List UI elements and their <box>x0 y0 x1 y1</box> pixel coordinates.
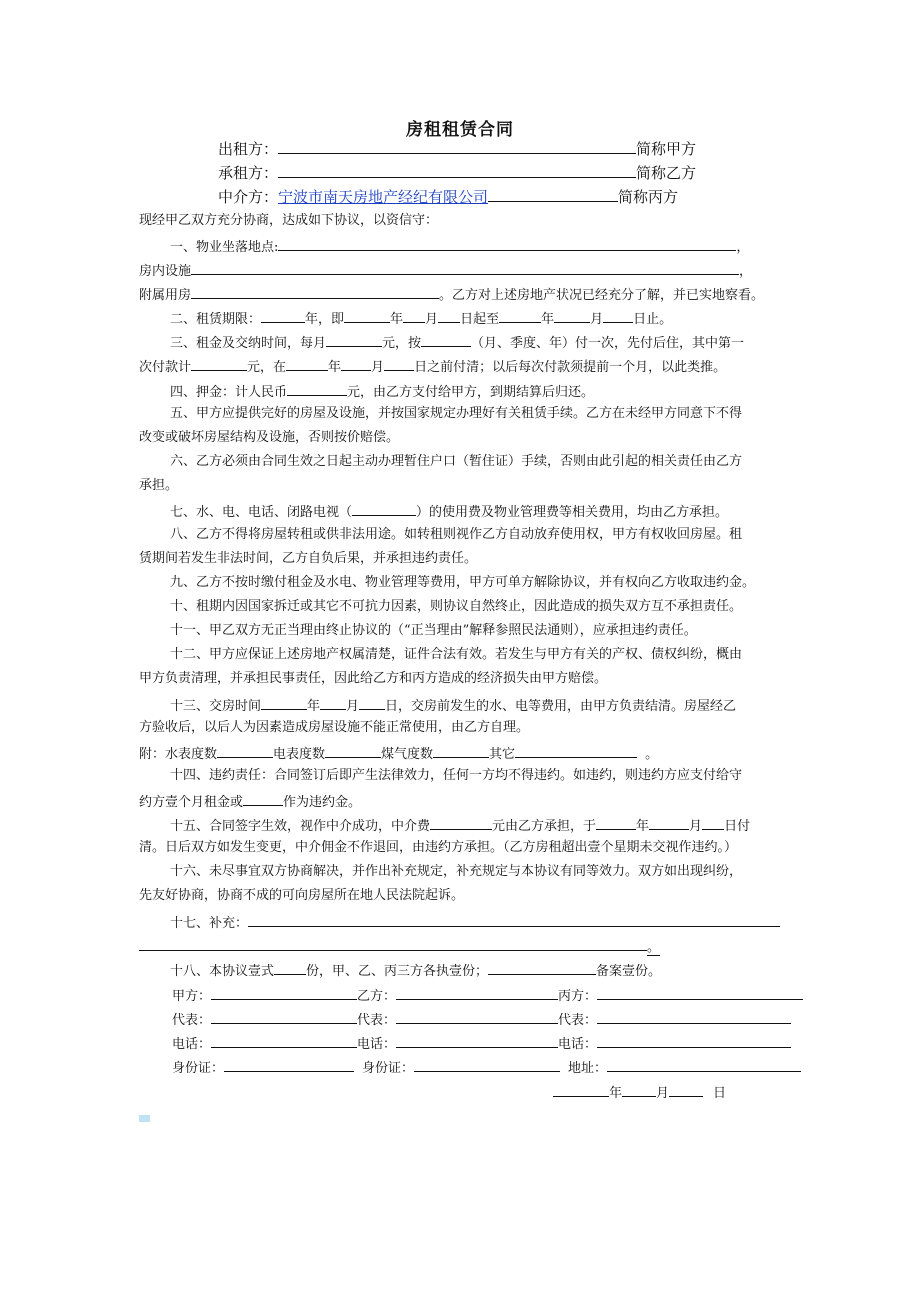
c4-b: 元，由乙方支付给甲方，到期结算后归还。 <box>347 385 595 400</box>
c3-blank-rent <box>326 332 382 347</box>
clause-5-line-2: 改变或破坏房屋结构及设施，否则按价赔偿。 <box>139 430 400 445</box>
signing-date <box>553 1082 726 1103</box>
date-month-blank <box>622 1082 656 1097</box>
c2-blank-d <box>438 308 460 323</box>
water-meter-label: 附：水表度数 <box>139 747 218 762</box>
clause-14-line-1: 十四、违约责任：合同签订后即产生法律效力，任何一方均不得违约。如违约，则违约方应支付给守 <box>170 768 743 783</box>
agent-line <box>218 187 678 207</box>
c4-blank-deposit <box>287 381 347 396</box>
clause-3-line-2 <box>139 356 726 377</box>
c18-c: 备案壹份。 <box>596 964 662 979</box>
clause-17-line-2 <box>139 936 660 957</box>
lessor-blank <box>278 139 636 154</box>
clause-2 <box>170 308 672 329</box>
c7-blank <box>352 501 416 516</box>
c2-blank-d2 <box>603 308 633 323</box>
meter-readings <box>139 743 658 764</box>
c2-blank-m <box>403 308 425 323</box>
lessee-line <box>218 163 696 183</box>
clause-5-line-1: 五、甲方应提供完好的房屋及设施，并按国家规定办理好有关租赁手续。乙方在未经甲方同意下不得 <box>170 406 743 421</box>
c3-f: 年 <box>328 360 342 375</box>
lessee-blank <box>278 163 636 178</box>
signature-row-id <box>172 1057 801 1078</box>
c2-y2: 年 <box>541 312 555 327</box>
clause-9: 九、乙方不按时缴付租金及水电、物业管理等费用，甲方可单方解除协议，并有权向乙方收取违约金。 <box>170 575 756 590</box>
rep-b-blank <box>396 1009 558 1024</box>
location-blank <box>278 236 736 251</box>
c2-blank-y <box>344 308 390 323</box>
c3-d: 次付款计 <box>139 360 192 375</box>
c2-start: 日起至 <box>460 312 500 327</box>
c18-blank-copies <box>274 960 306 975</box>
supplement-blank-2 <box>139 936 647 951</box>
c3-blank-d <box>384 356 414 371</box>
c2-blank-m2 <box>554 308 590 323</box>
clause-14-line-2 <box>139 791 361 812</box>
party-a-label: 甲方： <box>172 989 212 1004</box>
electric-meter-label: 电表度数 <box>273 747 326 762</box>
gas-meter-blank <box>433 743 489 758</box>
date-day-blank <box>669 1082 703 1097</box>
c2-label: 二、租赁期限： <box>170 312 262 327</box>
c17-label: 十七、补充： <box>170 916 249 931</box>
id-a-blank <box>224 1057 354 1072</box>
c13-tail: 日，交房前发生的水、电等费用，由甲方负责结清。房屋经乙 <box>385 699 737 714</box>
facilities-label: 房内设施 <box>139 264 192 279</box>
signature-row-parties <box>172 985 803 1006</box>
phone-b-label: 电话： <box>357 1037 397 1052</box>
c7-a: 七、水、电、电话、闭路电视（ <box>170 505 353 520</box>
facilities-blank <box>191 260 739 275</box>
c13-y: 年 <box>307 699 321 714</box>
id-b-label: 身份证： <box>362 1061 415 1076</box>
supplement-blank-1 <box>248 912 780 927</box>
c15-blank-d <box>702 815 724 830</box>
clause-3-line-1 <box>170 332 744 353</box>
lessee-suffix: 简称乙方 <box>636 164 697 182</box>
party-a-blank <box>211 985 357 1000</box>
clause-10: 十、租期内因国家拆迁或其它不可抗力因素，则协议自然终止，因此造成的损失双方互不承担责任。 <box>170 599 743 614</box>
c13-blank-y <box>261 695 307 710</box>
date-month-label: 月 <box>656 1086 670 1101</box>
annex-label: 附属用房 <box>139 288 192 303</box>
c3-c: （月、季度、年）付一次，先付后住，其中第一 <box>471 336 745 351</box>
phone-c-label: 电话： <box>558 1037 598 1052</box>
phone-c-blank <box>597 1033 791 1048</box>
clause-1-label: 一、物业坐落地点: <box>170 240 279 255</box>
gas-meter-label: 煤气度数 <box>381 747 434 762</box>
facilities-end: ， <box>739 264 753 279</box>
c3-b: 元，按 <box>382 336 422 351</box>
c3-blank-first <box>191 356 247 371</box>
id-b-blank <box>414 1057 560 1072</box>
c17-end: 。 <box>647 940 661 955</box>
clause-11: 十一、甲乙双方无正当理由终止协议的（“正当理由”解释参照民法通则），应承担违约责任。 <box>170 623 697 638</box>
lessee-label: 承租方： <box>218 164 279 182</box>
clause-13-line-1 <box>170 695 736 716</box>
c4-a: 四、押金：计人民币 <box>170 385 288 400</box>
clause-16-line-2: 先友好协商，协商不成的可向房屋所在地人民法院起诉。 <box>139 888 465 903</box>
c2-m: 月 <box>425 312 439 327</box>
party-c-blank <box>597 985 803 1000</box>
c2-y: 年 <box>390 312 404 327</box>
c18-blank-filing <box>488 960 596 975</box>
c15-m: 月 <box>689 819 703 834</box>
c3-e: 元，在 <box>247 360 287 375</box>
clause-12-line-2: 甲方负责清理，并承担民事责任，因此给乙方和丙方造成的经济损失由甲方赔偿。 <box>139 671 608 686</box>
clause-6-line-1: 六、乙方必须由合同生效之日起主动办理暂住户口（暂住证）手续，否则由此引起的相关责任由乙方 <box>170 454 743 469</box>
c2-end: 日止。 <box>633 312 673 327</box>
c15-a: 十五、合同签字生效，视作中介成功，中介费 <box>170 819 431 834</box>
party-c-label: 丙方： <box>558 989 598 1004</box>
annex-tail: 。乙方对上述房地产状况已经充分了解，并已实地察看。 <box>439 288 765 303</box>
c13-blank-m <box>320 695 346 710</box>
party-b-label: 乙方： <box>357 989 397 1004</box>
c2-m2: 月 <box>590 312 604 327</box>
clause-1-facilities <box>139 260 752 281</box>
rep-c-label: 代表： <box>558 1013 598 1028</box>
c14-blank <box>243 791 283 806</box>
c3-h: 日之前付清；以后每次付款须提前一个月，以此类推。 <box>414 360 727 375</box>
party-b-blank <box>396 985 558 1000</box>
clause-13-line-2: 方验收后，以后人为因素造成房屋设施不能正常使用，由乙方自理。 <box>139 720 530 735</box>
c3-blank-period <box>421 332 471 347</box>
page-marker <box>139 1115 150 1122</box>
signature-row-phone <box>172 1033 791 1054</box>
clause-8-line-1: 八、乙方不得将房屋转租或供非法用途。如转租则视作乙方自动放弃使用权，甲方有权收回房屋。租 <box>170 527 743 542</box>
clause-17-line-1 <box>170 912 780 933</box>
electric-meter-blank <box>325 743 381 758</box>
date-year-blank <box>553 1082 609 1097</box>
rep-a-label: 代表： <box>172 1013 212 1028</box>
signature-row-rep <box>172 1009 791 1030</box>
c15-b: 元由乙方承担，于 <box>492 819 597 834</box>
address-blank <box>607 1057 801 1072</box>
c2-blank-years <box>261 308 305 323</box>
clause-12-line-1: 十二、甲方应保证上述房地产权属清楚，证件合法有效。若发生与甲方有关的产权、债权纠纷，概由 <box>170 647 743 662</box>
c13-a: 十三、交房时间 <box>170 699 262 714</box>
c7-b: ）的使用费及物业管理费等相关费用，均由乙方承担。 <box>416 505 729 520</box>
document-title: 房租租赁合同 <box>406 120 514 140</box>
lessor-label: 出租方： <box>218 140 279 158</box>
clause-1-end: ， <box>736 240 750 255</box>
c18-b: 份，甲、乙、丙三方各执壹份； <box>306 964 489 979</box>
rep-a-blank <box>211 1009 357 1024</box>
c14-b: 约方壹个月租金或 <box>139 795 244 810</box>
c15-blank-m <box>649 815 689 830</box>
c15-y: 年 <box>636 819 650 834</box>
c3-a: 三、租金及交纳时间，每月 <box>170 336 327 351</box>
other-blank <box>515 743 637 758</box>
lessor-suffix: 简称甲方 <box>636 140 697 158</box>
c15-blank-fee <box>430 815 492 830</box>
c14-c: 作为违约金。 <box>283 795 362 810</box>
clause-18 <box>170 960 661 981</box>
clause-6-line-2: 承担。 <box>139 478 179 493</box>
lessor-line <box>218 139 696 159</box>
c3-blank-y <box>286 356 328 371</box>
id-a-label: 身份证： <box>172 1061 225 1076</box>
rep-b-label: 代表： <box>357 1013 397 1028</box>
c13-blank-d <box>359 695 385 710</box>
c2-year-text: 年，即 <box>305 312 345 327</box>
c3-blank-m <box>341 356 371 371</box>
c18-a: 十八、本协议壹式 <box>170 964 275 979</box>
agent-blank <box>488 187 618 202</box>
address-label: 地址： <box>568 1061 608 1076</box>
agent-suffix: 简称丙方 <box>618 188 679 206</box>
clause-7 <box>170 501 728 522</box>
annex-blank <box>191 284 439 299</box>
readings-end: 。 <box>645 747 659 762</box>
phone-a-blank <box>211 1033 357 1048</box>
c13-m: 月 <box>346 699 360 714</box>
date-year-label: 年 <box>609 1086 623 1101</box>
clause-15-line-2: 清。日后双方如发生变更，中介佣金不作退回，由违约方承担。（乙方房租超出壹个星期未交视作违约。） <box>139 840 738 855</box>
clause-8-line-2: 赁期间若发生非法时间，乙方自负后果，并承担违约责任。 <box>139 551 478 566</box>
clause-1-annex <box>139 284 764 305</box>
c2-blank-y2 <box>499 308 541 323</box>
clause-15-line-1 <box>170 815 750 836</box>
intro-text: 现经甲乙双方充分协商，达成如下协议，以资信守： <box>139 213 439 228</box>
water-meter-blank <box>217 743 273 758</box>
c15-blank-y <box>596 815 636 830</box>
c3-g: 月 <box>371 360 385 375</box>
clause-1-location <box>170 236 749 257</box>
phone-a-label: 电话： <box>172 1037 212 1052</box>
phone-b-blank <box>396 1033 558 1048</box>
c15-d: 日付 <box>724 819 751 834</box>
clause-4 <box>170 381 594 402</box>
clause-16-line-1: 十六、未尽事宜双方协商解决，并作出补充规定，补充规定与本协议有同等效力。双方如出现纠纷， <box>170 864 743 879</box>
other-label: 其它 <box>489 747 516 762</box>
date-day-label: 日 <box>713 1086 727 1101</box>
rep-c-blank <box>597 1009 791 1024</box>
agent-label: 中介方： <box>218 188 279 206</box>
agent-name: 宁波市南天房地产经纪有限公司 <box>278 188 489 206</box>
